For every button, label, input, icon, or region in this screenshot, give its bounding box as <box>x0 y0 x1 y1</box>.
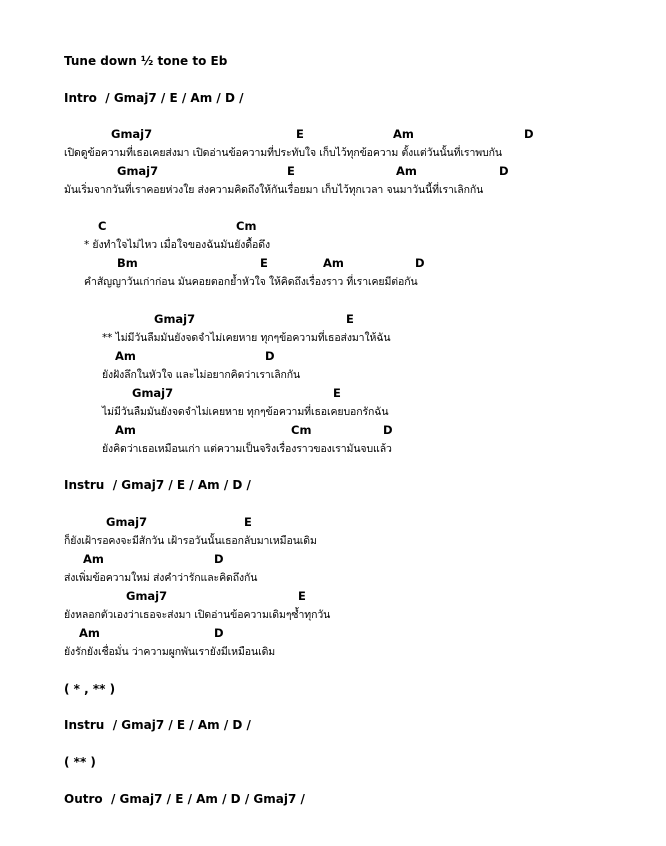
chord: E <box>333 386 341 400</box>
chord: D <box>265 349 275 363</box>
chord: Gmaj7 <box>106 515 148 529</box>
chord: E <box>287 164 295 178</box>
chord: Gmaj7 <box>154 312 196 326</box>
lyric-line: ยังคิดว่าเธอเหมือนเก่า แต่ความเป็นจริงเรื่องราวของเรามันจบแล้ว <box>102 443 392 455</box>
lyric-line: ไม่มีวันลืมมันยังจดจำไม่เคยหาย ทุกๆข้อความที่เธอเคยบอกรักฉัน <box>102 406 389 418</box>
lyric-line: คำสัญญาวันเก่าก่อน มันคอยตอกย้ำหัวใจ ให้คิดถึงเรื่องราว ที่เราเคยมีต่อกัน <box>84 276 418 288</box>
lyric-line: * ยังทำใจไม่ไหว เมื่อใจของฉันมันยังดื้อดึง <box>84 239 270 251</box>
chord: Cm <box>291 423 312 437</box>
instru-line-2: Instru / Gmaj7 / E / Am / D / <box>64 718 251 732</box>
repeat-marker-1: ( * , ** ) <box>64 682 116 696</box>
lyric-line: มันเริ่มจากวันที่เราคอยห่วงใย ส่งความคิดถึงให้กันเรื่อยมา เก็บไว้ทุกเวลา จนมาวันนี้ที่เราเลิกกัน <box>64 184 484 196</box>
lyric-line: ยังหลอกตัวเองว่าเธอจะส่งมา เปิดอ่านข้อความเดิมๆซ้ำทุกวัน <box>64 609 331 621</box>
lyric-line: ก็ยังเฝ้ารอคงจะมีสักวัน เฝ้ารอวันนั้นเธอกลับมาเหมือนเดิม <box>64 535 317 547</box>
chord: E <box>296 127 304 141</box>
chord: Cm <box>236 219 257 233</box>
chord: Am <box>115 423 136 437</box>
chord: Am <box>393 127 414 141</box>
repeat-marker-2: ( ** ) <box>64 755 96 769</box>
chord: D <box>214 626 224 640</box>
instru-line-1: Instru / Gmaj7 / E / Am / D / <box>64 478 251 492</box>
chord: Gmaj7 <box>126 589 168 603</box>
intro-line: Intro / Gmaj7 / E / Am / D / <box>64 91 244 105</box>
chord: Gmaj7 <box>117 164 159 178</box>
chord: Gmaj7 <box>132 386 174 400</box>
chord: Am <box>83 552 104 566</box>
chord: D <box>214 552 224 566</box>
tuning-note: Tune down ½ tone to Eb <box>64 54 228 68</box>
chord: C <box>98 219 107 233</box>
chord: E <box>260 256 268 270</box>
chord: Gmaj7 <box>111 127 153 141</box>
chord: Am <box>115 349 136 363</box>
lyric-line: เปิดดูข้อความที่เธอเคยส่งมา เปิดอ่านข้อความที่ประทับใจ เก็บไว้ทุกข้อความ ตั้งแต่วันนั้นที่เราพบกัน <box>64 147 502 159</box>
chord: D <box>524 127 534 141</box>
chord: Am <box>396 164 417 178</box>
chord: D <box>415 256 425 270</box>
chord: D <box>383 423 393 437</box>
chord: E <box>346 312 354 326</box>
lyric-line: ยังรักยังเชื่อมั่น ว่าความผูกพันเรายังมีเหมือนเดิม <box>64 646 276 658</box>
chord: Bm <box>117 256 138 270</box>
lyric-line: ยังฝังลึกในหัวใจ และไม่อยากคิดว่าเราเลิกกัน <box>102 369 301 381</box>
chord: D <box>499 164 509 178</box>
lyric-line: ส่งเพิ่มข้อความใหม่ ส่งคำว่ารักและคิดถึงกัน <box>64 572 258 584</box>
lyric-line: ** ไม่มีวันลืมมันยังจดจำไม่เคยหาย ทุกๆข้อความที่เธอส่งมาให้ฉัน <box>102 332 391 344</box>
chord: Am <box>323 256 344 270</box>
chord: E <box>244 515 252 529</box>
chord: E <box>298 589 306 603</box>
chord: Am <box>79 626 100 640</box>
outro-line: Outro / Gmaj7 / E / Am / D / Gmaj7 / <box>64 792 305 806</box>
